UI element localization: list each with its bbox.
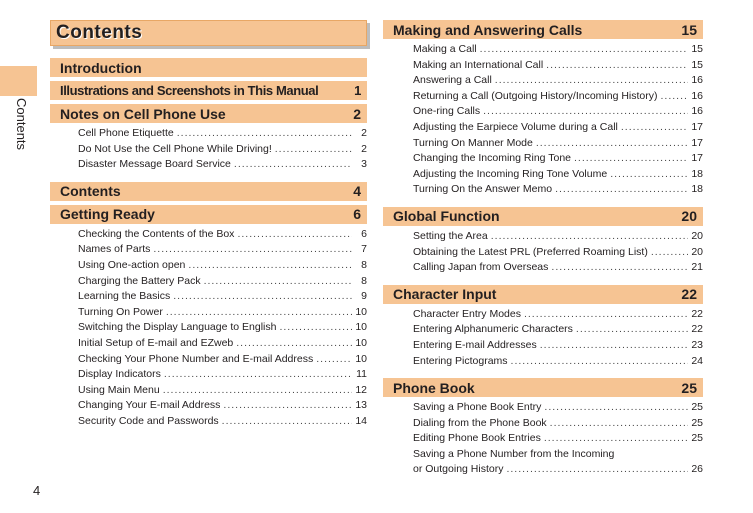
toc-entry-label: Adjusting the Earpiece Volume during a Call <box>413 120 618 133</box>
toc-entry-page: 3 <box>361 158 367 171</box>
toc-leader-dots <box>480 43 688 55</box>
toc-entry-label: Answering a Call <box>413 74 492 87</box>
toc-section-title: Character Input <box>393 286 497 303</box>
toc-entry-page: 22 <box>691 307 703 320</box>
toc-entry-label: Using One-action open <box>78 258 186 271</box>
toc-section-heading[interactable] <box>50 205 367 224</box>
toc-entry-page: 2 <box>361 142 367 155</box>
toc-leader-dots <box>166 306 352 318</box>
toc-left-list <box>50 58 367 435</box>
toc-leader-dots <box>491 230 688 242</box>
toc-leader-dots <box>495 74 688 86</box>
toc-leader-dots <box>555 183 688 195</box>
toc-entry[interactable] <box>78 353 367 369</box>
toc-entry-page: 15 <box>691 58 703 71</box>
toc-entry-label: Cell Phone Etiquette <box>78 127 174 139</box>
toc-leader-dots <box>506 463 688 475</box>
toc-leader-dots <box>574 152 688 164</box>
toc-entry-label: Dialing from the Phone Book <box>413 416 547 429</box>
toc-entry[interactable] <box>78 321 367 337</box>
toc-entry-page: 25 <box>691 401 703 414</box>
toc-entry-page: 9 <box>361 290 367 303</box>
toc-entry[interactable] <box>413 323 703 339</box>
toc-leader-dots <box>173 290 352 302</box>
toc-entry-label: Adjusting the Incoming Ring Tone Volume <box>413 167 608 180</box>
toc-section-page: 2 <box>353 105 361 122</box>
toc-entry[interactable] <box>78 143 367 159</box>
toc-section-title: Introduction <box>60 59 142 76</box>
toc-entry[interactable] <box>413 417 703 433</box>
toc-leader-dots <box>279 321 352 333</box>
toc-entry-label: or Outgoing History <box>413 463 504 476</box>
toc-entry-label: Switching the Display Language to English <box>78 321 277 334</box>
toc-leader-dots <box>177 127 352 139</box>
toc-entry[interactable] <box>413 74 703 90</box>
toc-entry-label: Names of Parts <box>78 243 151 256</box>
toc-section-heading[interactable] <box>50 81 367 100</box>
toc-leader-dots <box>188 259 352 271</box>
toc-entry[interactable] <box>413 121 703 137</box>
toc-entry[interactable] <box>413 183 703 199</box>
toc-entry[interactable] <box>78 384 367 400</box>
toc-entry-label: Learning the Basics <box>78 290 171 303</box>
toc-leader-dots <box>234 158 352 170</box>
toc-item-list <box>383 397 703 483</box>
toc-entry-page: 26 <box>691 463 703 476</box>
toc-entry[interactable] <box>413 339 703 355</box>
page-number: 4 <box>33 483 41 498</box>
toc-entry-label: One-ring Calls <box>413 105 481 118</box>
toc-entry-label: Making an International Call <box>413 58 544 71</box>
toc-entry[interactable] <box>413 261 703 277</box>
toc-entry[interactable] <box>413 246 703 262</box>
toc-entry-label: Entering E-mail Addresses <box>413 338 537 351</box>
toc-entry[interactable] <box>78 337 367 353</box>
toc-entry-label: Calling Japan from Overseas <box>413 261 549 274</box>
toc-entry[interactable] <box>78 290 367 306</box>
toc-entry[interactable] <box>413 448 703 464</box>
toc-entry[interactable] <box>78 275 367 291</box>
toc-entry-label: Initial Setup of E-mail and EZweb <box>78 336 234 349</box>
toc-entry-page: 8 <box>361 274 367 287</box>
toc-leader-dots <box>524 308 688 320</box>
toc-entry-page: 16 <box>691 74 703 87</box>
toc-entry-label: Security Code and Passwords <box>78 414 219 427</box>
toc-leader-dots <box>236 337 352 349</box>
toc-entry-page: 10 <box>355 305 367 318</box>
toc-section-heading[interactable] <box>383 378 703 397</box>
toc-leader-dots <box>204 275 352 287</box>
toc-entry-page: 18 <box>691 183 703 196</box>
toc-section-title: Notes on Cell Phone Use <box>60 105 226 122</box>
toc-entry-page: 18 <box>691 167 703 180</box>
toc-leader-dots <box>544 401 688 413</box>
toc-entry-page: 25 <box>691 416 703 429</box>
toc-entry-page: 25 <box>691 432 703 445</box>
toc-entry-page: 10 <box>355 321 367 334</box>
toc-leader-dots <box>661 90 688 102</box>
toc-entry-page: 16 <box>691 89 703 102</box>
side-tab-marker <box>0 66 37 96</box>
toc-entry-page: 15 <box>691 43 703 55</box>
toc-entry-label: Display Indicators <box>78 368 161 381</box>
toc-entry[interactable] <box>413 168 703 184</box>
toc-entry-label: Checking Your Phone Number and E-mail Address <box>78 352 314 365</box>
toc-section-heading[interactable] <box>383 285 703 304</box>
toc-entry-page: 14 <box>355 414 367 427</box>
toc-entry[interactable] <box>413 105 703 121</box>
toc-entry-label: Editing Phone Book Entries <box>413 432 541 445</box>
toc-entry-page: 23 <box>691 338 703 351</box>
toc-entry-page: 11 <box>356 368 367 381</box>
toc-entry[interactable] <box>413 355 703 371</box>
toc-entry[interactable] <box>413 463 703 479</box>
toc-entry-page: 10 <box>355 336 367 349</box>
toc-entry-label: Turning On the Answer Memo <box>413 183 553 196</box>
toc-section-heading[interactable] <box>383 20 703 39</box>
toc-entry[interactable] <box>413 230 703 246</box>
toc-entry-label: Entering Pictograms <box>413 354 508 367</box>
contents-heading-box <box>50 20 367 46</box>
toc-section-heading[interactable] <box>50 182 367 201</box>
toc-entry[interactable] <box>78 158 367 174</box>
toc-entry-page: 8 <box>361 258 367 271</box>
toc-entry-page: 17 <box>691 152 703 165</box>
toc-section-heading[interactable] <box>383 207 703 226</box>
toc-left-column <box>50 20 367 435</box>
toc-section-title: Illustrations and Screenshots in This Manual <box>60 83 319 98</box>
toc-leader-dots <box>163 384 352 396</box>
toc-entry-label: Setting the Area <box>413 229 488 242</box>
toc-entry[interactable] <box>78 306 367 322</box>
toc-entry[interactable] <box>413 137 703 153</box>
toc-entry-page: 10 <box>355 352 367 365</box>
toc-entry-page: 2 <box>361 127 367 139</box>
toc-right-column <box>383 20 703 483</box>
toc-leader-dots <box>164 368 352 380</box>
toc-section-page: 25 <box>681 379 697 396</box>
toc-section-page: 1 <box>354 83 361 98</box>
toc-section-heading[interactable] <box>50 58 367 77</box>
toc-leader-dots <box>540 339 688 351</box>
toc-section-page: 15 <box>681 21 697 38</box>
toc-leader-dots <box>316 353 352 365</box>
toc-entry-page: 20 <box>691 245 703 258</box>
toc-entry-label: Changing the Incoming Ring Tone <box>413 152 571 165</box>
toc-leader-dots <box>621 121 688 133</box>
toc-entry-label: Using Main Menu <box>78 383 160 396</box>
toc-entry-label: Returning a Call (Outgoing History/Incoming History) <box>413 89 658 102</box>
toc-entry-page: 22 <box>691 323 703 336</box>
toc-entry-page: 21 <box>691 261 703 274</box>
toc-entry-label: Obtaining the Latest PRL (Preferred Roaming List) <box>413 245 648 258</box>
toc-entry[interactable] <box>78 259 367 275</box>
toc-entry[interactable] <box>78 399 367 415</box>
toc-entry[interactable] <box>78 243 367 259</box>
toc-entry-label: Checking the Contents of the Box <box>78 227 235 240</box>
toc-leader-dots <box>651 246 688 258</box>
toc-entry[interactable] <box>78 127 367 143</box>
toc-section-page: 4 <box>353 183 361 200</box>
toc-leader-dots <box>546 59 688 71</box>
toc-entry-page: 13 <box>355 399 367 412</box>
toc-entry-label: Charging the Battery Pack <box>78 274 201 287</box>
toc-section-page: 22 <box>681 286 697 303</box>
toc-entry-label: Turning On Power <box>78 305 163 318</box>
toc-leader-dots <box>222 415 352 427</box>
toc-item-list <box>50 123 367 178</box>
toc-entry[interactable] <box>413 152 703 168</box>
toc-item-list <box>50 224 367 435</box>
toc-section-page: 6 <box>353 206 361 223</box>
toc-entry-label: Do Not Use the Cell Phone While Driving! <box>78 142 272 155</box>
toc-entry[interactable] <box>413 59 703 75</box>
toc-entry[interactable] <box>78 415 367 431</box>
toc-entry-label: Saving a Phone Book Entry <box>413 401 542 414</box>
toc-leader-dots <box>610 168 688 180</box>
toc-entry-label: Turning On Manner Mode <box>413 136 533 149</box>
contents-heading: Contents <box>56 22 143 43</box>
toc-section-title: Phone Book <box>393 379 475 396</box>
toc-entry-label: Changing Your E-mail Address <box>78 399 221 412</box>
toc-section-page: 20 <box>681 208 697 225</box>
toc-entry[interactable] <box>78 368 367 384</box>
toc-leader-dots <box>551 261 688 273</box>
toc-section-title: Making and Answering Calls <box>393 21 583 38</box>
toc-entry-page: 17 <box>691 120 703 133</box>
toc-section-title: Global Function <box>393 208 500 225</box>
toc-entry-page: 16 <box>691 105 703 118</box>
toc-leader-dots <box>544 432 688 444</box>
side-label: Contents <box>14 98 29 151</box>
toc-entry-page: 24 <box>691 354 703 367</box>
toc-right-list <box>383 20 703 483</box>
toc-entry[interactable] <box>413 401 703 417</box>
toc-entry-label: Making a Call <box>413 43 477 55</box>
toc-entry[interactable] <box>413 43 703 59</box>
toc-section-heading[interactable] <box>50 104 367 123</box>
toc-item-list <box>383 304 703 374</box>
toc-leader-dots <box>223 399 352 411</box>
toc-entry-label: Saving a Phone Number from the Incoming <box>413 447 615 460</box>
toc-leader-dots <box>536 137 688 149</box>
toc-entry-label: Disaster Message Board Service <box>78 158 231 171</box>
toc-entry[interactable] <box>413 308 703 324</box>
toc-item-list <box>383 226 703 281</box>
toc-leader-dots <box>576 323 688 335</box>
toc-section-title: Contents <box>60 183 121 200</box>
toc-item-list <box>383 39 703 203</box>
toc-entry-label: Character Entry Modes <box>413 307 521 320</box>
toc-leader-dots <box>153 243 352 255</box>
toc-entry[interactable] <box>78 228 367 244</box>
toc-leader-dots <box>511 355 688 367</box>
toc-entry-label: Entering Alphanumeric Characters <box>413 323 573 336</box>
toc-leader-dots <box>483 105 688 117</box>
toc-entry[interactable] <box>413 432 703 448</box>
toc-entry-page: 17 <box>691 136 703 149</box>
toc-entry-page: 6 <box>361 227 367 240</box>
toc-leader-dots <box>237 228 352 240</box>
toc-leader-dots <box>275 143 352 155</box>
toc-entry-page: 12 <box>355 383 367 396</box>
toc-entry[interactable] <box>413 90 703 106</box>
toc-leader-dots <box>550 417 688 429</box>
toc-entry-page: 20 <box>691 229 703 242</box>
toc-entry-page: 7 <box>361 243 367 256</box>
toc-section-title: Getting Ready <box>60 206 155 223</box>
